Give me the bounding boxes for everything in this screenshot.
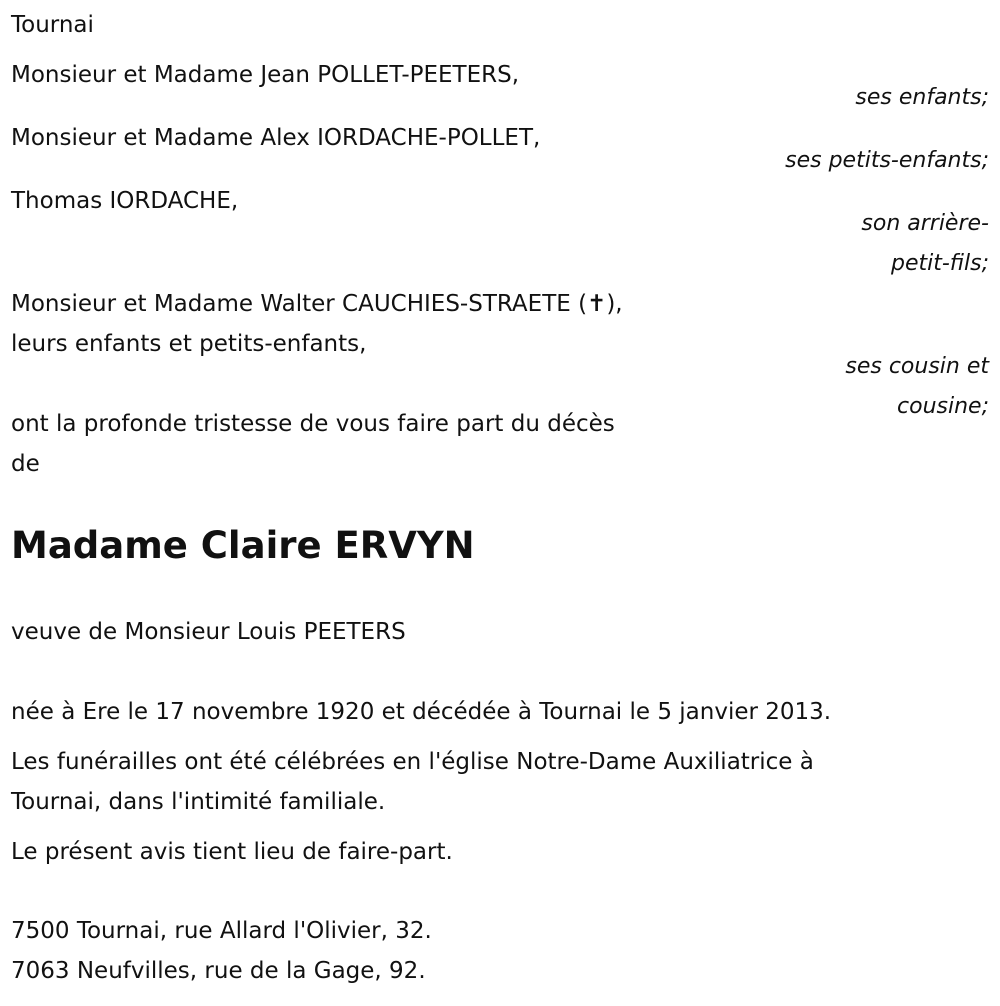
funeral-text: Tournai, dans l'intimité familiale. <box>11 789 386 815</box>
family-member-name: Monsieur et Madame Walter CAUCHIES-STRAETE (✝), <box>11 291 623 317</box>
family-member-name: Thomas IORDACHE, <box>11 188 239 214</box>
family-relation: ses cousin et <box>845 354 989 379</box>
address-line: 7063 Neufvilles, rue de la Gage, 92. <box>11 958 426 984</box>
widow-of-text: veuve de Monsieur Louis PEETERS <box>11 619 406 645</box>
funeral-text: Les funérailles ont été célébrées en l'église Notre-Dame Auxiliatrice à <box>11 749 814 775</box>
family-relation: petit-fils; <box>890 251 989 276</box>
birth-death-text: née à Ere le 17 novembre 1920 et décédée à Tournai le 5 janvier 2013. <box>11 699 832 725</box>
family-member-name: Monsieur et Madame Alex IORDACHE-POLLET, <box>11 125 541 151</box>
family-member-name: Monsieur et Madame Jean POLLET-PEETERS, <box>11 62 520 88</box>
family-relation: ses petits-enfants; <box>785 148 989 173</box>
announcement-text: ont la profonde tristesse de vous faire part du décès <box>11 411 615 437</box>
family-relation: son arrière- <box>861 211 989 236</box>
notice-text: Le présent avis tient lieu de faire-part. <box>11 839 453 865</box>
family-relation: cousine; <box>897 394 989 419</box>
announcement-text: de <box>11 451 40 477</box>
deceased-name: Madame Claire ERVYN <box>11 524 475 567</box>
city-heading: Tournai <box>11 12 94 38</box>
family-member-name: leurs enfants et petits-enfants, <box>11 331 367 357</box>
family-relation: ses enfants; <box>855 85 989 110</box>
address-line: 7500 Tournai, rue Allard l'Olivier, 32. <box>11 918 432 944</box>
